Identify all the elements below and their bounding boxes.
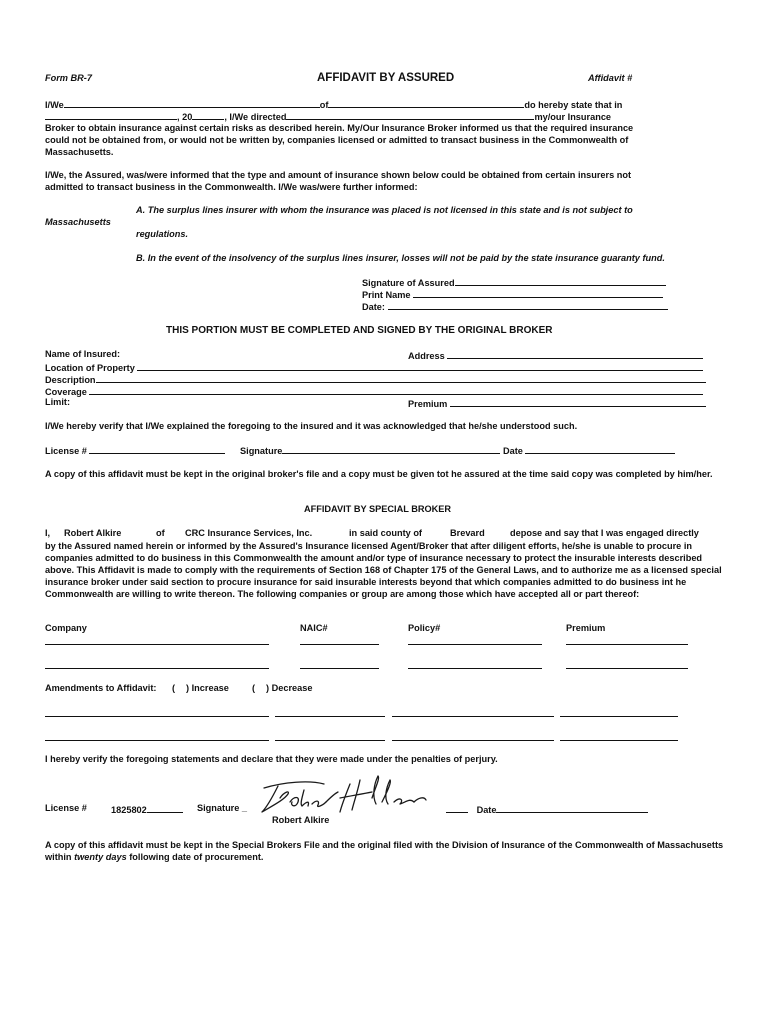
assured-name-field[interactable] <box>64 98 320 108</box>
special-signature-label: Signature _ <box>197 803 248 813</box>
intro-line-2 <box>45 110 611 122</box>
affidavit-number-label: Affidavit # <box>588 73 633 83</box>
amendment-field-1a[interactable] <box>45 716 269 717</box>
broker-date-field[interactable] <box>525 444 675 454</box>
intro-date-field[interactable] <box>45 110 177 120</box>
coverage-field[interactable] <box>89 385 703 395</box>
depose-text: depose and say that I was engaged directly <box>510 528 699 538</box>
special-broker-county: Brevard <box>450 528 485 538</box>
iwe-directed-label: , I/We directed <box>224 112 287 122</box>
special-date-field[interactable] <box>496 803 648 813</box>
description-row <box>45 373 706 385</box>
print-name-field[interactable] <box>413 288 663 298</box>
of-label: of <box>319 100 329 110</box>
premium-label: Premium <box>408 399 448 409</box>
description-label: Description <box>45 375 96 385</box>
special-i-label: I, <box>45 528 51 538</box>
page-title: AFFIDAVIT BY ASSURED <box>317 72 455 84</box>
col-premium: Premium <box>566 623 606 633</box>
in-said-county-label: in said county of <box>349 528 422 538</box>
signature-tail-blank <box>446 803 468 813</box>
item-a-state: Massachusetts <box>45 217 111 227</box>
informed-paragraph: I/We, the Assured, was/were informed that the type and amount of insurance shown below could be obtained from certain insurers not admitted to transact business in the Commonwealth. I/We was/were further informed: <box>45 170 632 192</box>
assured-date-field[interactable] <box>388 300 668 310</box>
amendment-field-2d[interactable] <box>560 740 678 741</box>
decrease-paren: ( <box>252 683 256 693</box>
print-name-label: Print Name <box>362 290 411 300</box>
special-license-number: 1825802 <box>111 805 147 815</box>
assured-date-label: Date: <box>362 302 385 312</box>
broker-directed-field[interactable] <box>286 110 534 120</box>
perjury-statement: I hereby verify the foregoing statements and declare that they were made under the penalties of perjury. <box>45 754 498 764</box>
special-license-number-row <box>111 803 183 815</box>
special-date-row <box>446 803 648 815</box>
special-of-label: of <box>156 528 165 538</box>
special-broker-name: Robert Alkire <box>64 528 122 538</box>
footer-text-before: A copy of this affidavit must be kept in the Special Brokers File and the original filed with the Division of Insurance of the Commonwealth of Massachusetts within <box>45 840 724 862</box>
my-our-insurance-label: my/our Insurance <box>534 112 612 122</box>
address-field[interactable] <box>447 349 703 359</box>
year-prefix-label: , 20 <box>177 112 193 122</box>
amendment-field-2b[interactable] <box>275 740 385 741</box>
policy-field-2[interactable] <box>408 668 542 669</box>
special-license-label: License # <box>45 803 87 813</box>
broker-license-field[interactable] <box>89 444 225 454</box>
do-hereby-label: do hereby state that in <box>524 100 623 110</box>
col-company: Company <box>45 623 87 633</box>
amendment-field-2c[interactable] <box>392 740 554 741</box>
broker-signature-label: Signature <box>240 446 283 456</box>
increase-paren: ( <box>172 683 176 693</box>
premium-field[interactable] <box>450 397 706 407</box>
special-broker-heading: AFFIDAVIT BY SPECIAL BROKER <box>304 504 452 514</box>
premium-row <box>408 397 706 409</box>
handwritten-signature <box>254 772 438 818</box>
company-field-1[interactable] <box>45 644 269 645</box>
year-field[interactable] <box>192 110 224 120</box>
premium-field-2[interactable] <box>566 668 688 669</box>
premium-field-1[interactable] <box>566 644 688 645</box>
iwe-label: I/We <box>45 100 64 110</box>
intro-line-1 <box>45 98 622 110</box>
assured-date-row <box>362 300 668 312</box>
location-label: Location of Property <box>45 363 135 373</box>
location-field[interactable] <box>137 361 703 371</box>
increase-option[interactable]: ) Increase <box>186 683 229 693</box>
naic-field-1[interactable] <box>300 644 379 645</box>
policy-field-1[interactable] <box>408 644 542 645</box>
broker-signature-field[interactable] <box>282 444 500 454</box>
location-row <box>45 361 703 373</box>
form-id: Form BR-7 <box>45 73 92 83</box>
assured-signature-field[interactable] <box>455 276 666 286</box>
amendment-field-1b[interactable] <box>275 716 385 717</box>
col-naic: NAIC# <box>300 623 328 633</box>
amendment-field-1c[interactable] <box>392 716 554 717</box>
special-date-label: Date <box>476 805 497 815</box>
footer-note <box>45 839 725 863</box>
item-a-continuation: regulations. <box>136 229 189 239</box>
coverage-row <box>45 385 703 397</box>
assured-signature-row <box>362 276 666 288</box>
amendment-field-2a[interactable] <box>45 740 269 741</box>
signer-printed-name: Robert Alkire <box>272 815 330 825</box>
item-a-text: A. The surplus lines insurer with whom the insurance was placed is not licensed in this state and is not subject to <box>136 205 633 215</box>
assured-location-field[interactable] <box>328 98 524 108</box>
special-broker-body: by the Assured named herein or informed by the Assured's Insurance licensed Agent/Broker that after diligent efforts, he/she is unable to procure in companies admitted to do business in this Commonwealth the amount and/or type of insurance necessary to protect the insurable interests described above. This Affidavit is made to comply with the requirements of Section 168 of Chapter 175 of the General Laws, and to authorize me as a licensed special insurance broker under said section to procure insurance for said insurable interests beyond that which companies admitted to do business int he Commonwealth are willing to write thereon. The following companies or group are among those which have accepted all or part thereof: <box>45 541 722 599</box>
footer-text-after: following date of procurement. <box>126 852 264 862</box>
coverage-label: Coverage <box>45 387 87 397</box>
broker-date-label: Date <box>502 446 523 456</box>
broker-license-label: License # <box>45 446 87 456</box>
footer-emphasis: twenty days <box>74 852 127 862</box>
broker-copy-note: A copy of this affidavit must be kept in the original broker's file and a copy must be given tot he assured at the time said copy was completed by him/her. <box>45 469 713 479</box>
broker-license-row <box>45 444 675 456</box>
amendments-label: Amendments to Affidavit: <box>45 683 157 693</box>
special-broker-company: CRC Insurance Services, Inc. <box>185 528 313 538</box>
limit-label: Limit: <box>45 397 71 407</box>
address-row <box>408 349 703 361</box>
item-b-text: B. In the event of the insolvency of the surplus lines insurer, losses will not be paid by the state insurance guaranty fund. <box>136 253 665 263</box>
company-field-2[interactable] <box>45 668 269 669</box>
broker-verify-text: I/We hereby verify that I/We explained the foregoing to the insured and it was acknowledged that he/she understood such. <box>45 421 578 431</box>
description-field[interactable] <box>96 373 706 383</box>
decrease-option[interactable]: ) Decrease <box>266 683 313 693</box>
col-policy: Policy# <box>408 623 441 633</box>
intro-body: Broker to obtain insurance against certain risks as described herein. My/Our Insurance Broker informed us that the required insurance could not be obtained from, or would not be written by, companies licensed or admitted to transact business in the Commonwealth of Massachusetts. <box>45 123 634 157</box>
amendment-field-1d[interactable] <box>560 716 678 717</box>
broker-section-heading: THIS PORTION MUST BE COMPLETED AND SIGNED BY THE ORIGINAL BROKER <box>166 325 553 336</box>
special-license-blank <box>147 803 183 813</box>
address-label: Address <box>408 351 445 361</box>
assured-signature-label: Signature of Assured <box>362 278 455 288</box>
naic-field-2[interactable] <box>300 668 379 669</box>
assured-print-name-row <box>362 288 663 300</box>
name-of-insured-label: Name of Insured: <box>45 349 121 359</box>
